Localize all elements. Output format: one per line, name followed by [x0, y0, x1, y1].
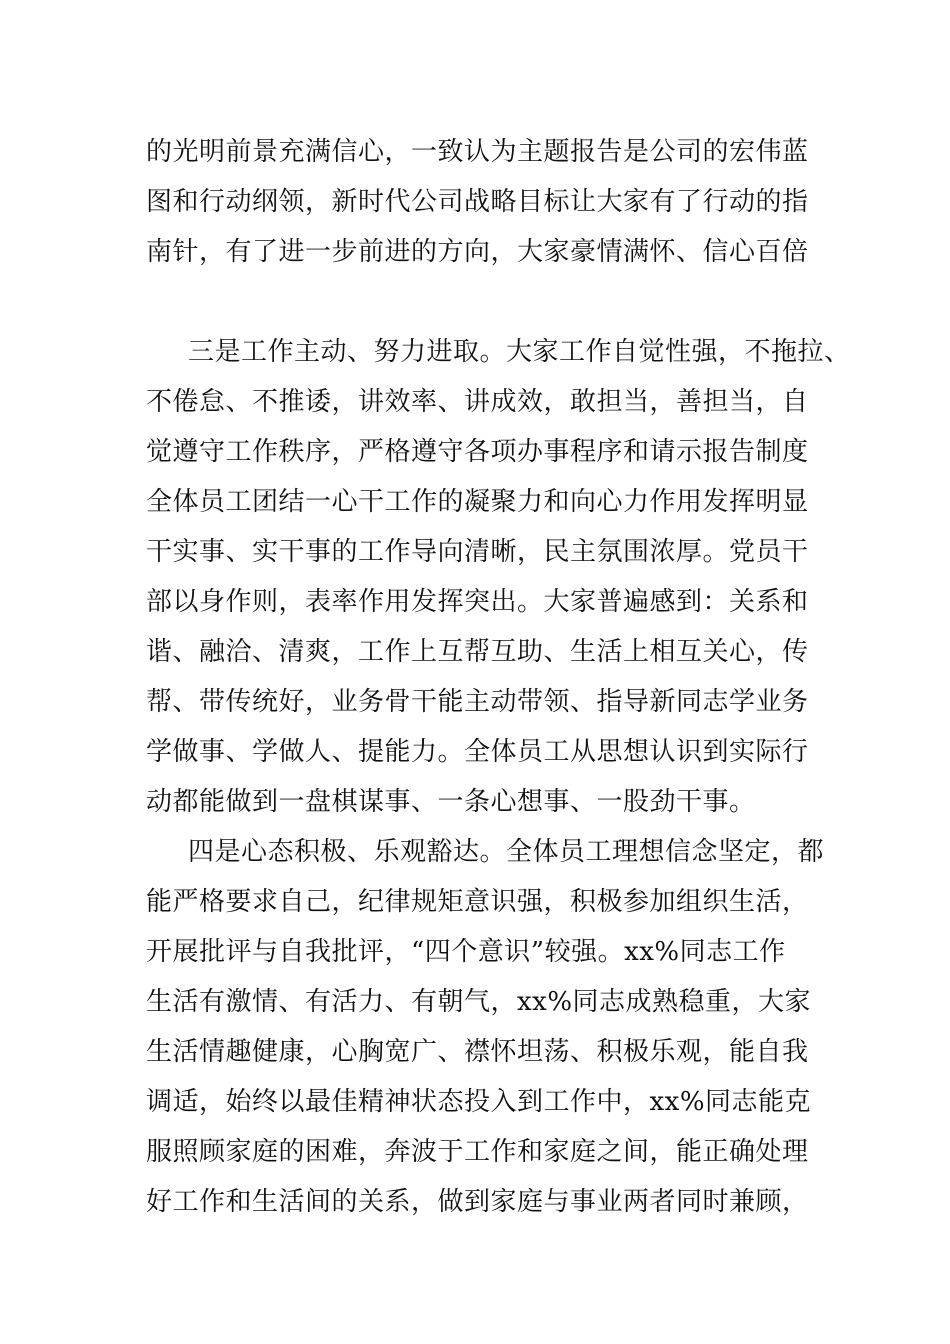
paragraph-2-line-5: 干实事、实干事的工作导向清晰，民主氛围浓厚。党员干: [146, 537, 809, 567]
paragraph-3-line-3: 开展批评与自我批评，“四个意识”较强。xx%同志工作: [146, 937, 786, 967]
paragraph-2-line-10: 动都能做到一盘棋谋事、一条心想事、一股劲干事。: [146, 787, 756, 817]
paragraph-3-line-5: 生活情趣健康，心胸宽广、襟怀坦荡、积极乐观，能自我: [146, 1037, 809, 1067]
paragraph-3-line-2: 能严格要求自己，纪律规矩意识强，积极参加组织生活，: [146, 887, 809, 917]
paragraph-2-line-4: 全体员工团结一心干工作的凝聚力和向心力作用发挥明显: [146, 487, 809, 517]
paragraph-2-line-8: 帮、带传统好，业务骨干能主动带领、指导新同志学业务: [146, 687, 809, 717]
paragraph-3-line-7: 服照顾家庭的困难，奔波于工作和家庭之间，能正确处理: [146, 1137, 809, 1167]
paragraph-2-line-3: 觉遵守工作秩序，严格遵守各项办事程序和请示报告制度: [146, 437, 809, 467]
paragraph-1-line-3: 南针，有了进一步前进的方向，大家豪情满怀、信心百倍: [146, 237, 809, 267]
paragraph-2-line-1: 三是工作主动、努力进取。大家工作自觉性强，不拖拉、: [188, 337, 851, 367]
paragraph-3-line-6: 调适，始终以最佳精神状态投入到工作中，xx%同志能克: [146, 1087, 812, 1117]
paragraph-2-line-7: 谐、融洽、清爽，工作上互帮互助、生活上相互关心，传: [146, 637, 809, 667]
paragraph-3-line-8: 好工作和生活间的关系，做到家庭与事业两者同时兼顾，: [146, 1187, 809, 1217]
paragraph-1-line-1: 的光明前景充满信心，一致认为主题报告是公司的宏伟蓝: [146, 137, 809, 167]
paragraph-2-line-2: 不倦怠、不推诿，讲效率、讲成效，敢担当，善担当，自: [146, 387, 809, 417]
paragraph-3-line-4: 生活有激情、有活力、有朝气，xx%同志成熟稳重，大家: [146, 987, 812, 1017]
paragraph-1-line-2: 图和行动纲领，新时代公司战略目标让大家有了行动的指: [146, 187, 809, 217]
paragraph-3-line-1: 四是心态积极、乐观豁达。全体员工理想信念坚定，都: [188, 837, 825, 867]
paragraph-2-line-9: 学做事、学做人、提能力。全体员工从思想认识到实际行: [146, 737, 809, 767]
paragraph-2-line-6: 部以身作则，表率作用发挥突出。大家普遍感到：关系和: [146, 587, 809, 617]
